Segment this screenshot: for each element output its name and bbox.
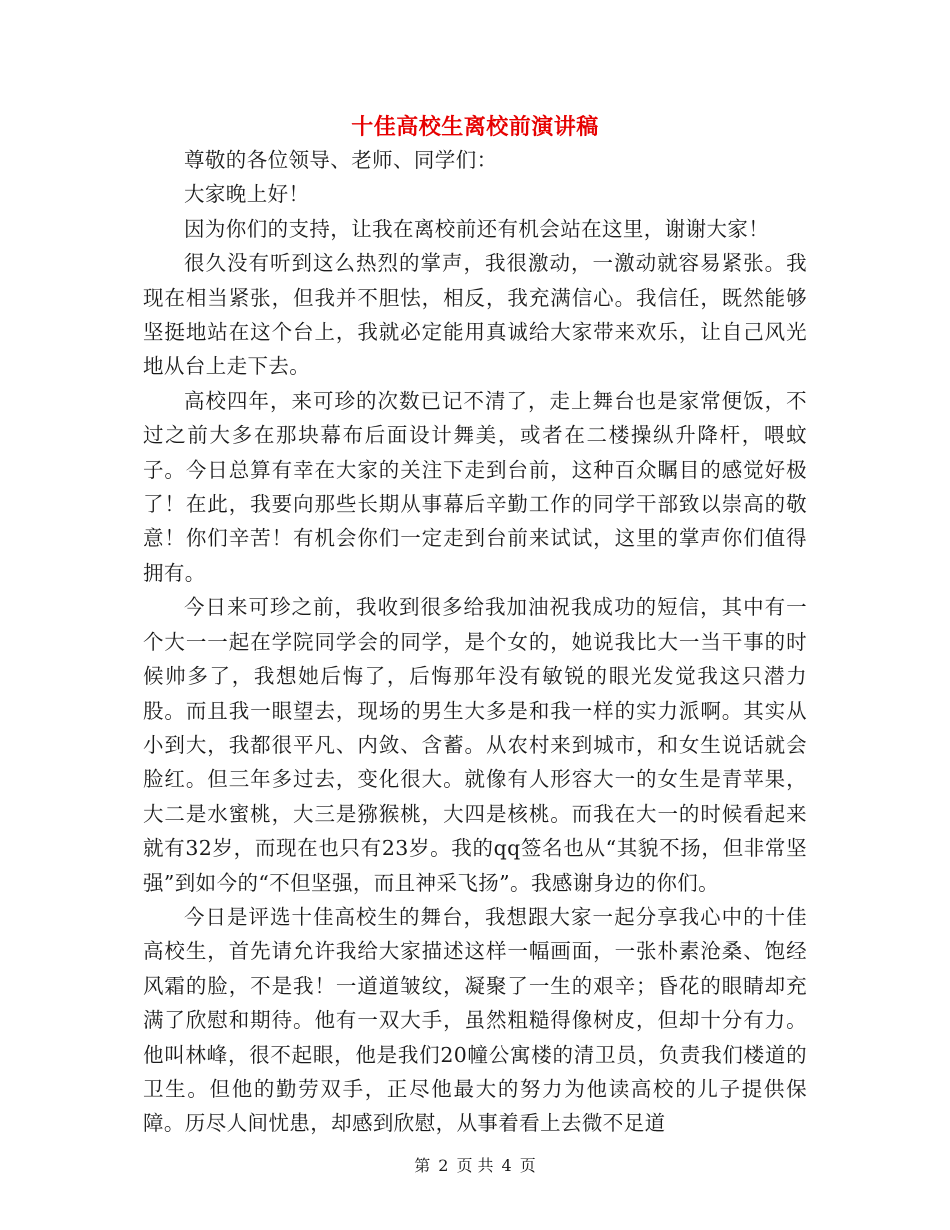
paragraph: 很久没有听到这么热烈的掌声，我很激动，一激动就容易紧张。我现在相当紧张，但我并不胆怯，相反，我充满信心。我信任，既然能够坚挺地站在这个台上，我就必定能用真诚给大家带来欢乐，让自己风光地从台上走下去。 [143,251,807,379]
paragraph: 因为你们的支持，让我在离校前还有机会站在这里，谢谢大家！ [184,216,770,241]
footer-page-number: 2 [438,1156,449,1175]
footer-total-pages: 4 [501,1156,512,1175]
footer-prefix: 第 [414,1156,431,1175]
footer-suffix: 页 [519,1156,536,1175]
footer-middle: 页 共 [456,1156,494,1175]
document-body [143,143,807,1141]
paragraph: 高校四年，来可珍的次数已记不清了，走上舞台也是家常便饭，不过之前大多在那块幕布后面设计舞美，或者在二楼操纵升降杆，喂蚊子。今日总算有幸在大家的关注下走到台前，这种百众瞩目的感觉好极了！在此，我要向那些长期从事幕后辛勤工作的同学干部致以崇高的敬意！你们辛苦！有机会你们一定走到台前来试试，这里的掌声你们值得拥有。 [143,388,807,585]
paragraph: 今日是评选十佳高校生的舞台，我想跟大家一起分享我心中的十佳高校生，首先请允许我给大家描述这样一幅画面，一张朴素沧桑、饱经风霜的脸，不是我！一道道皱纹，凝聚了一生的艰辛；昏花的眼睛却充满了欣慰和期待。他有一双大手，虽然粗糙得像树皮，但却十分有力。他叫林峰，很不起眼，他是我们20幢公寓楼的清卫员，负责我们楼道的卫生。但他的勤劳双手，正尽他最大的努力为他读高校的儿子提供保障。历尽人间忧患，却感到欣慰，从事着看上去微不足道 [143,904,807,1136]
paragraph: 今日来可珍之前，我收到很多给我加油祝我成功的短信，其中有一个大一一起在学院同学会的同学，是个女的，她说我比大一当干事的时候帅多了，我想她后悔了，后悔那年没有敏锐的眼光发觉我这只潜力股。而且我一眼望去，现场的男生大多是和我一样的实力派啊。其实从小到大，我都很平凡、内敛、含蓄。从农村来到城市，和女生说话就会脸红。但三年多过去，变化很大。就像有人形容大一的女生是青苹果，大二是水蜜桃，大三是猕猴桃，大四是核桃。而我在大一的时候看起来就有32岁，而现在也只有23岁。我的qq签名也从“其貌不扬，但非常坚强”到如今的“不但坚强，而且神采飞扬”。我感谢身边的你们。 [143,595,807,895]
page-footer [0,1155,950,1177]
paragraph-greeting: 大家晚上好！ [184,182,310,207]
paragraph-salutation: 尊敬的各位领导、老师、同学们： [184,148,498,172]
document-title: 十佳高校生离校前演讲稿 [351,114,599,140]
